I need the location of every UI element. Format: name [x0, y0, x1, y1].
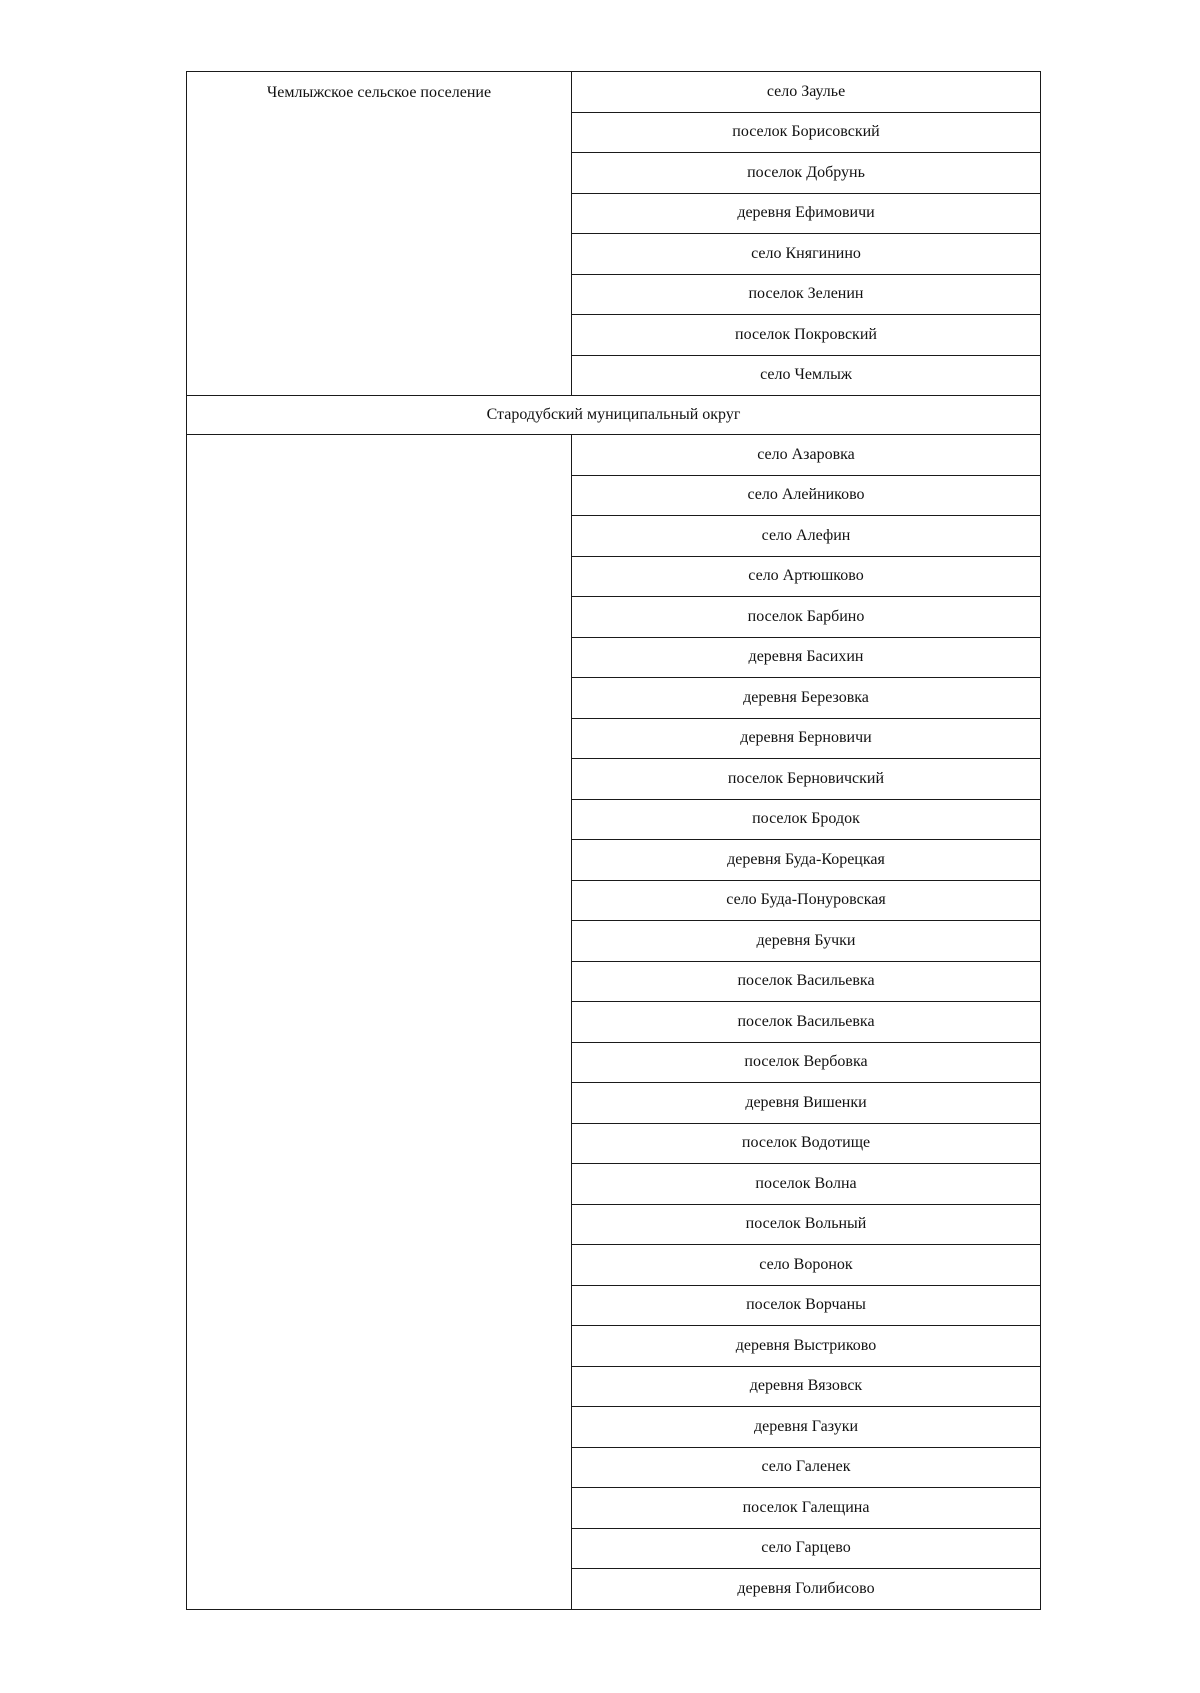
locality-name: деревня Берновичи	[572, 718, 1041, 759]
locality-name: поселок Вербовка	[572, 1042, 1041, 1083]
locality-name: деревня Буда-Корецкая	[572, 840, 1041, 881]
locality-name: село Алефин	[572, 516, 1041, 557]
locality-name: село Воронок	[572, 1245, 1041, 1286]
locality-name: поселок Покровский	[572, 315, 1041, 356]
settlement-name: Чемлыжское сельское поселение	[187, 72, 572, 396]
empty-settlement-cell	[187, 435, 572, 1610]
locality-name: поселок Бродок	[572, 799, 1041, 840]
table-row	[187, 72, 1041, 113]
locality-name: поселок Ворчаны	[572, 1285, 1041, 1326]
locality-name: деревня Ефимовичи	[572, 193, 1041, 234]
table-body	[187, 72, 1041, 1610]
locality-name: деревня Вишенки	[572, 1083, 1041, 1124]
locality-name: поселок Добрунь	[572, 153, 1041, 194]
locality-name: деревня Голибисово	[572, 1569, 1041, 1610]
locality-name: поселок Барбино	[572, 597, 1041, 638]
locality-name: поселок Борисовский	[572, 112, 1041, 153]
table-row	[187, 435, 1041, 476]
locality-name: село Княгинино	[572, 234, 1041, 275]
locality-name: поселок Галещина	[572, 1488, 1041, 1529]
locality-name: поселок Васильевка	[572, 1002, 1041, 1043]
locality-name: село Азаровка	[572, 435, 1041, 476]
locality-name: село Гарцево	[572, 1528, 1041, 1569]
locality-name: деревня Бучки	[572, 921, 1041, 962]
locality-name: село Алейниково	[572, 475, 1041, 516]
locality-name: село Чемлыж	[572, 355, 1041, 396]
district-name: Стародубский муниципальный округ	[187, 396, 1041, 435]
locality-name: село Буда-Понуровская	[572, 880, 1041, 921]
locality-name: деревня Газуки	[572, 1407, 1041, 1448]
locality-name: село Заулье	[572, 72, 1041, 113]
locality-name: поселок Берновичский	[572, 759, 1041, 800]
locality-name: село Артюшково	[572, 556, 1041, 597]
locality-name: поселок Водотище	[572, 1123, 1041, 1164]
locality-name: поселок Волна	[572, 1164, 1041, 1205]
locality-name: деревня Басихин	[572, 637, 1041, 678]
locality-name: поселок Зеленин	[572, 274, 1041, 315]
locality-name: деревня Березовка	[572, 678, 1041, 719]
locality-name: поселок Васильевка	[572, 961, 1041, 1002]
locality-name: село Галенек	[572, 1447, 1041, 1488]
district-row	[187, 396, 1041, 435]
locality-name: деревня Выстриково	[572, 1326, 1041, 1367]
localities-table	[186, 71, 1041, 1610]
locality-name: деревня Вязовск	[572, 1366, 1041, 1407]
locality-name: поселок Вольный	[572, 1204, 1041, 1245]
